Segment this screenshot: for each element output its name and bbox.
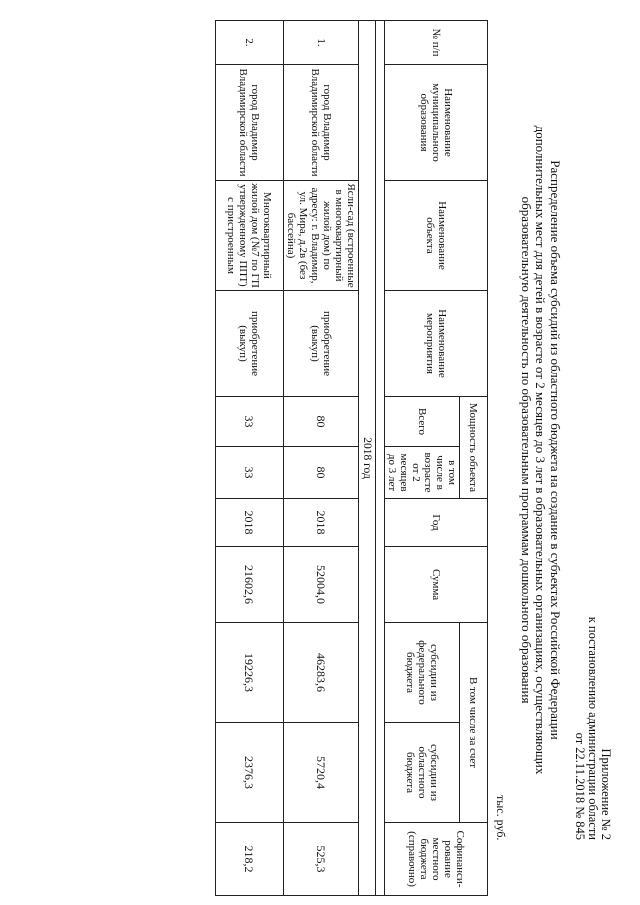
row-num: 1.: [284, 21, 359, 65]
row-capacity-total: 33: [216, 397, 284, 447]
header-sum: Сумма: [385, 547, 488, 623]
resolution-reference: к постановлению администрации области: [586, 616, 600, 840]
title-line-2: дополнительных мест для детей в возрасте от 2 месяцев до 3 лет в образовательных организациях, осуществляющих: [533, 125, 549, 775]
appendix-number: Приложение № 2: [599, 748, 613, 840]
row-event: приобретение (выкуп): [284, 291, 359, 397]
header-capacity: Мощность объекта: [460, 397, 488, 499]
header-capacity-infants: в том числе в возрасте от 2 месяцев до 3 лет: [385, 447, 460, 499]
title-line-1: Распределение объема субсидий из областного бюджета на создание в субъектах Российской Федерации: [548, 160, 563, 740]
year-section-label: 2018 год: [359, 21, 376, 896]
row-municipality: город Владимир Владимирской области: [216, 65, 284, 181]
row-sum: 21602,6: [216, 547, 284, 623]
units-label: тыс. руб.: [494, 795, 508, 841]
row-capacity-total: 80: [284, 397, 359, 447]
subsidy-table: [215, 20, 488, 896]
header-municipality: Наименование муниципального образования: [385, 65, 488, 181]
header-regional: субсидии из областного бюджета: [385, 723, 460, 823]
table-row: [284, 21, 359, 896]
table-row: [216, 21, 284, 896]
header-federal: субсидии из федерального бюджета: [385, 623, 460, 723]
row-year: 2018: [216, 499, 284, 547]
header-cofinancing: Софинанси-рование местного бюджета (справочно): [385, 823, 488, 896]
row-num: 2.: [216, 21, 284, 65]
header-event: Наименование мероприятия: [385, 291, 488, 397]
row-year: 2018: [284, 499, 359, 547]
header-year: Год: [385, 499, 488, 547]
row-federal: 19226,3: [216, 623, 284, 723]
row-regional: 2376,3: [216, 723, 284, 823]
document-title: [519, 20, 563, 880]
row-capacity-infants: 80: [284, 447, 359, 499]
row-sum: 52004,0: [284, 547, 359, 623]
appendix-header: [573, 480, 612, 840]
separator-row: [376, 21, 385, 896]
header-num: № п/п: [385, 21, 488, 65]
row-object: Многоквартирный жилой дом (№7 по ГП утвержденному ППТ) с пристроенным: [216, 181, 284, 291]
header-object: Наименование объекта: [385, 181, 488, 291]
resolution-date-number: от 22.11.2018 № 845: [573, 732, 587, 840]
row-capacity-infants: 33: [216, 447, 284, 499]
row-cofinancing: 218,2: [216, 823, 284, 896]
row-object: Ясли-сад (встроенные в многоквартирный жилой дом) по адресу: г. Владимир, ул. Мира, д.2в (без бассейна): [284, 181, 359, 291]
title-line-3: образовательную деятельность по образовательным программам дошкольного образования: [519, 196, 534, 704]
row-event: приобретение (выкуп): [216, 291, 284, 397]
row-federal: 46283,6: [284, 623, 359, 723]
header-capacity-total: Всего: [385, 397, 460, 447]
row-municipality: город Владимир Владимирской области: [284, 65, 359, 181]
row-cofinancing: 525,3: [284, 823, 359, 896]
row-regional: 5720,4: [284, 723, 359, 823]
header-including: В том числе за счет: [460, 623, 488, 823]
